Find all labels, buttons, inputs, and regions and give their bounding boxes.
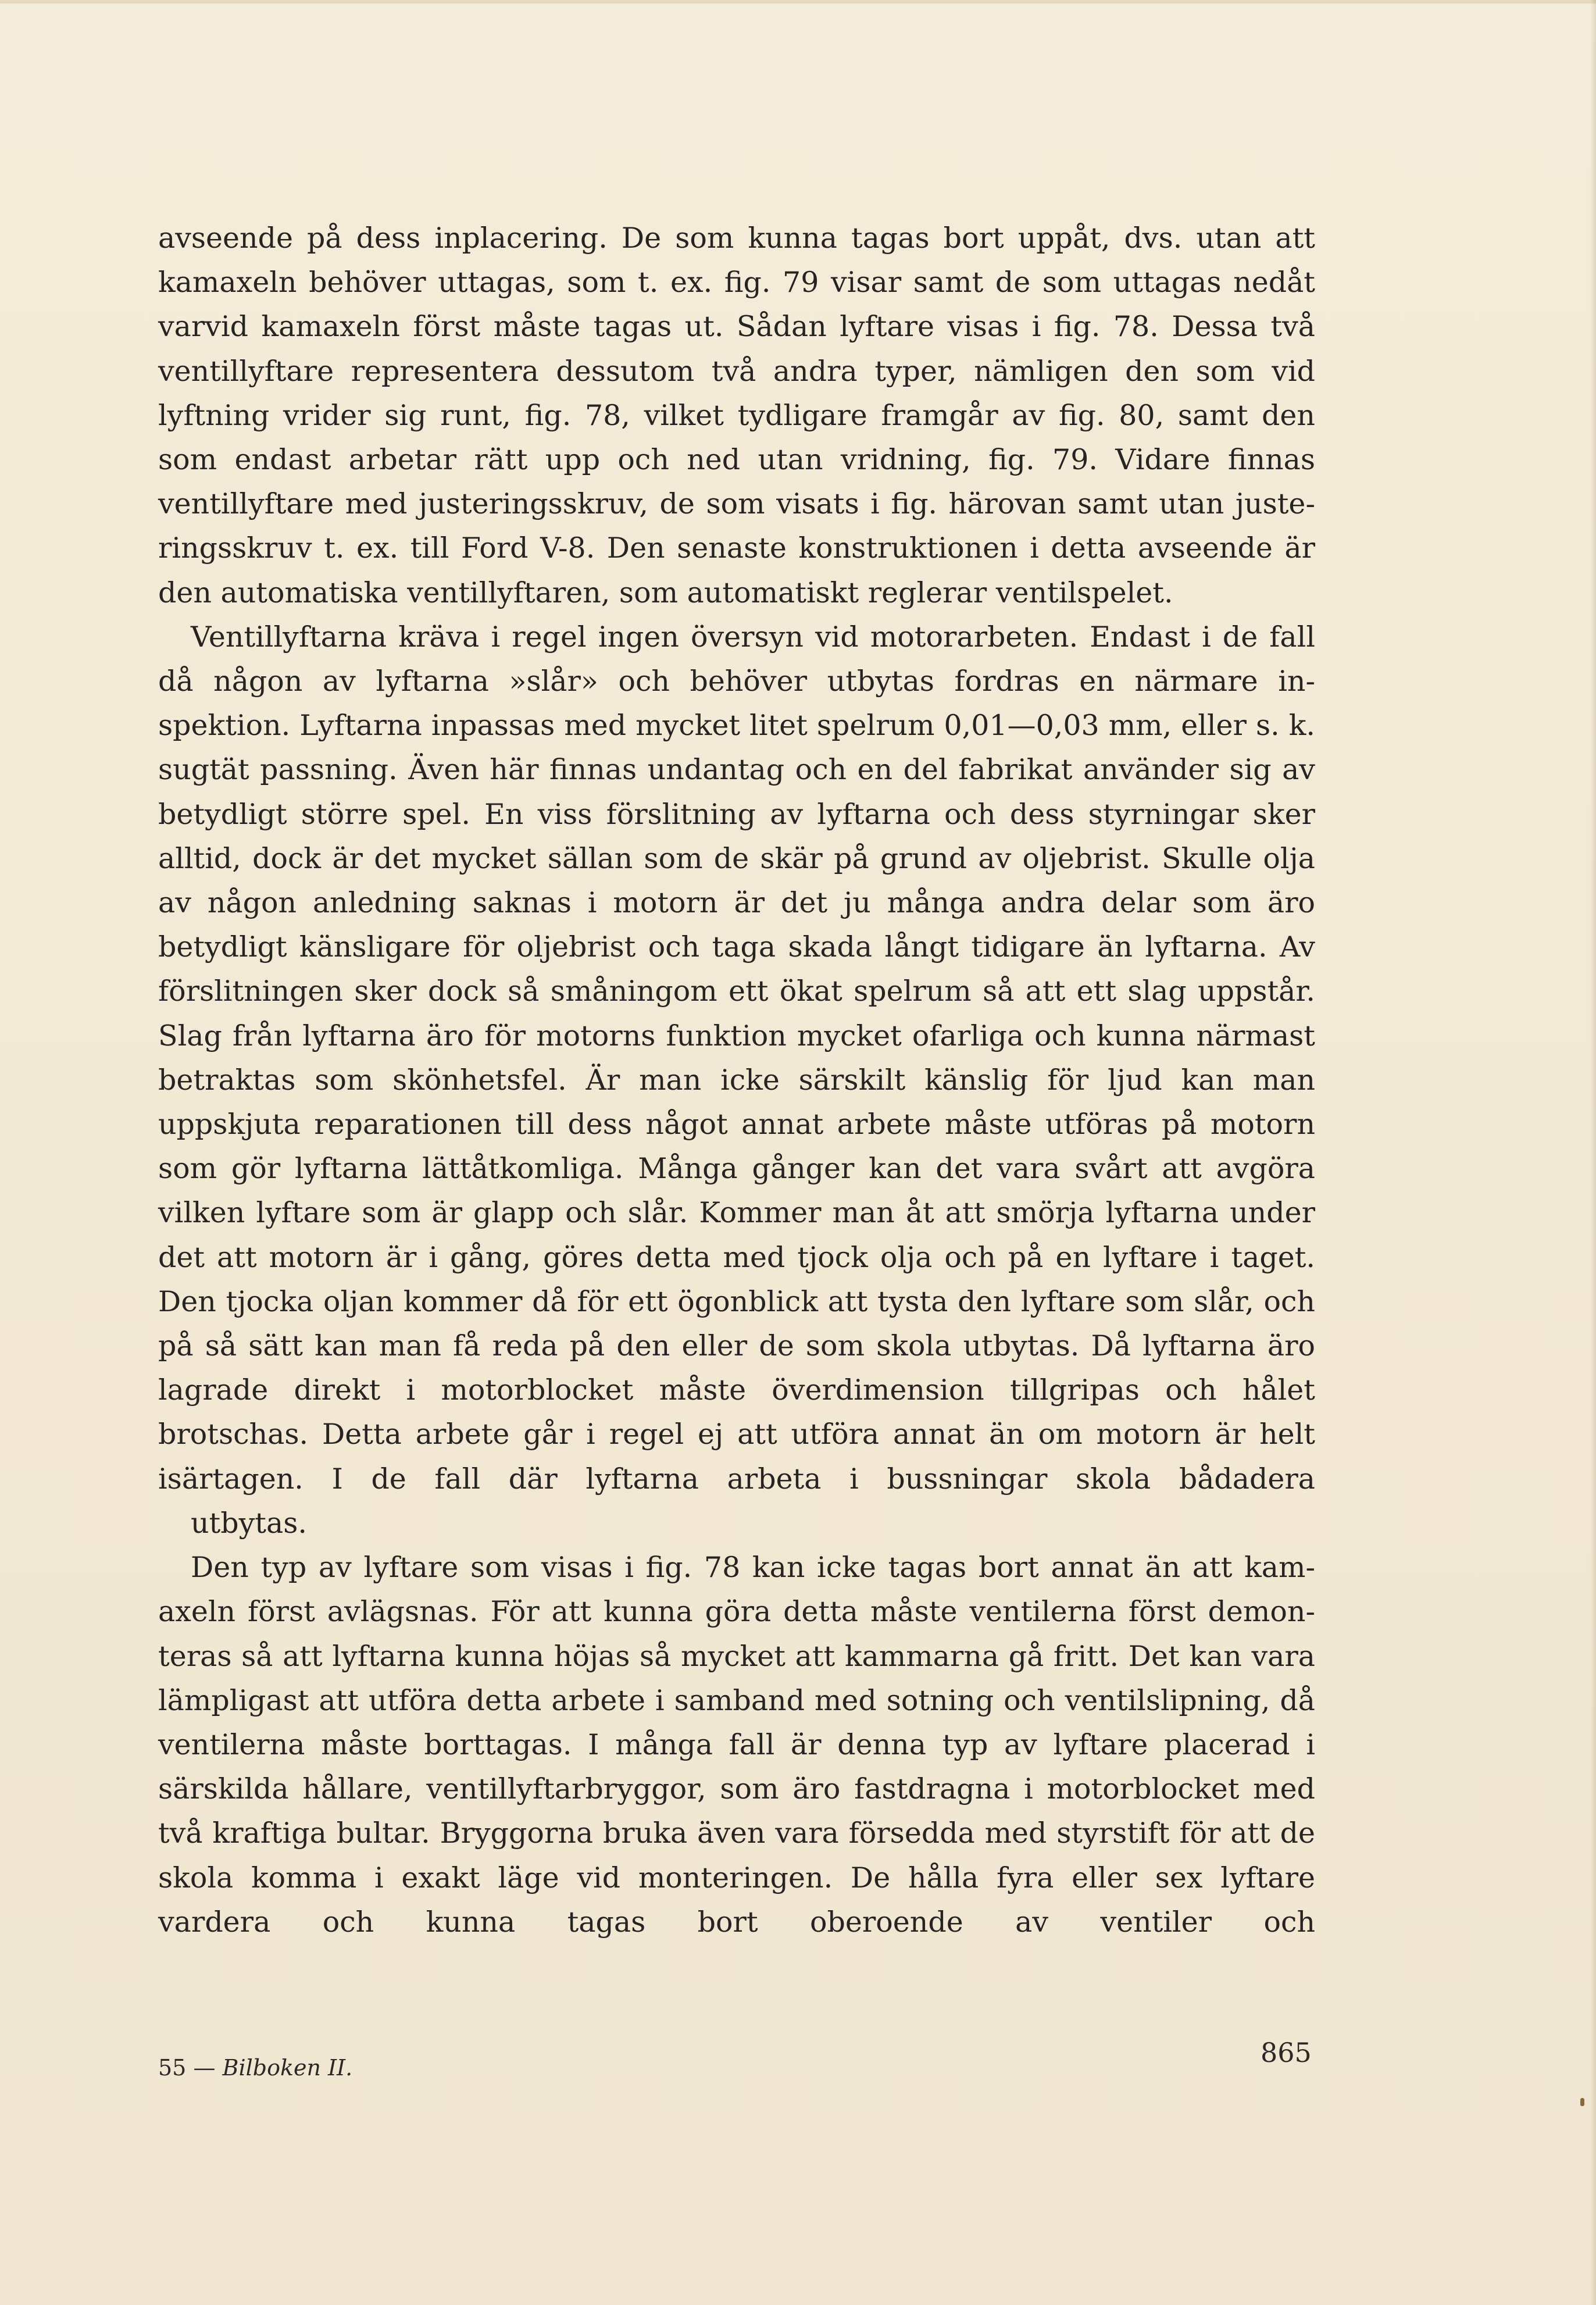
margin-speck (1580, 2098, 1584, 2106)
footer-signature (158, 2055, 352, 2081)
body-text (158, 216, 1315, 1944)
footer-signature-number: 55 (158, 2055, 187, 2081)
paragraph-1-last-line: den automatiska ventillyftaren, som automatiskt reglerar ventilspelet. (158, 576, 1173, 609)
paragraph-2-text: Ventillyftarna kräva i regel ingen översyn vid motorarbeten. Endast i de fall då någon av lyftarna »slår» och behöver utbytas fordras en närmare inspektion. Lyftarna inpassas med mycket litet spelrum 0,01—0,03 mm, eller s. k. sugtät passning. Även här finnas undantag och en del fabrikat använder sig av betydligt större spel. En viss förslitning av lyftarna och dess styrningar sker alltid, dock är det mycket sällan som de skär på grund av oljebrist. Skulle olja av någon anledning saknas i motorn är det ju många andra delar som äro betydligt känsligare för oljebrist och taga skada långt tidigare än lyftarna. Av förslitningen sker dock så småningom ett ökat spelrum så att ett slag uppstår. Slag från lyftarna äro för motorns funktion mycket ofarliga och kunna närmast betraktas som skönhetsfel. Är man icke särskilt känslig för ljud kan man uppskjuta reparationen till dess något annat arbete måste utföras på motorn som gör lyftarna lättåtkomliga. Många gånger kan det vara svårt att avgöra vilken lyftare som är glapp och slår. Kommer man åt att smörja lyftarna under det att motorn är i gång, göres detta med tjock olja och på en lyftare i taget. Den tjocka oljan kommer då för ett ögonblick att tysta den lyftare som slår, och på så sätt kan man få reda på den eller de som skola utbytas. Då lyftarna äro lagrade direkt i motorblocket måste överdimension tillgripas och hålet brotschas. Detta arbete går i regel ej att utföra annat än om motorn är helt isärtagen. I de fall där lyftarna arbeta i bussningar skola bådadera (158, 620, 1315, 1496)
paragraph-3 (158, 1546, 1315, 1944)
page-top-edge (0, 0, 1596, 3)
footer-separator: — (193, 2055, 216, 2081)
page-number: 865 (1261, 2037, 1312, 2068)
paragraph-2 (158, 615, 1315, 1546)
footer-book-title: Bilboken II. (222, 2055, 353, 2081)
page-right-shadow (1590, 0, 1596, 2305)
paragraph-2-last-line: utbytas. (191, 1506, 307, 1540)
paragraph-1-text: avseende på dess inplacering. De som kunna tagas bort uppåt, dvs. utan att kamaxeln behöver uttagas, som t. ex. fig. 79 visar samt de som uttagas nedåt varvid kamaxeln först måste tagas ut. Sådan lyftare visas i fig. 78. Dessa två ventillyftare representera dessutom två andra typer, nämligen den som vid lyftning vrider sig runt, fig. 78, vilket tydligare framgår av fig. 80, samt den som endast arbetar rätt upp och ned utan vridning, fig. 79. Vidare finnas ventillyftare med justeringsskruv, de som visats i fig. härovan samt utan justeringsskruv t. ex. till Ford V-8. Den senaste konstruktionen i detta avseende är (158, 222, 1315, 565)
paragraph-1 (158, 216, 1315, 615)
paragraph-3-text: Den typ av lyftare som visas i fig. 78 kan icke tagas bort annat än att kamaxeln först avlägsnas. För att kunna göra detta måste ventilerna först demonteras så att lyftarna kunna höjas så mycket att kammarna gå fritt. Det kan vara lämpligast att utföra detta arbete i samband med sotning och ventilslipning, då ventilerna måste borttagas. I många fall är denna typ av lyftare placerad i särskilda hållare, ventillyftarbryggor, som äro fastdragna i motorblocket med två kraftiga bultar. Bryggorna bruka även vara försedda med styrstift för att de skola komma i exakt läge vid monteringen. De hålla fyra eller sex lyftare vardera och kunna tagas bort oberoende av ventiler och (158, 1551, 1315, 1939)
